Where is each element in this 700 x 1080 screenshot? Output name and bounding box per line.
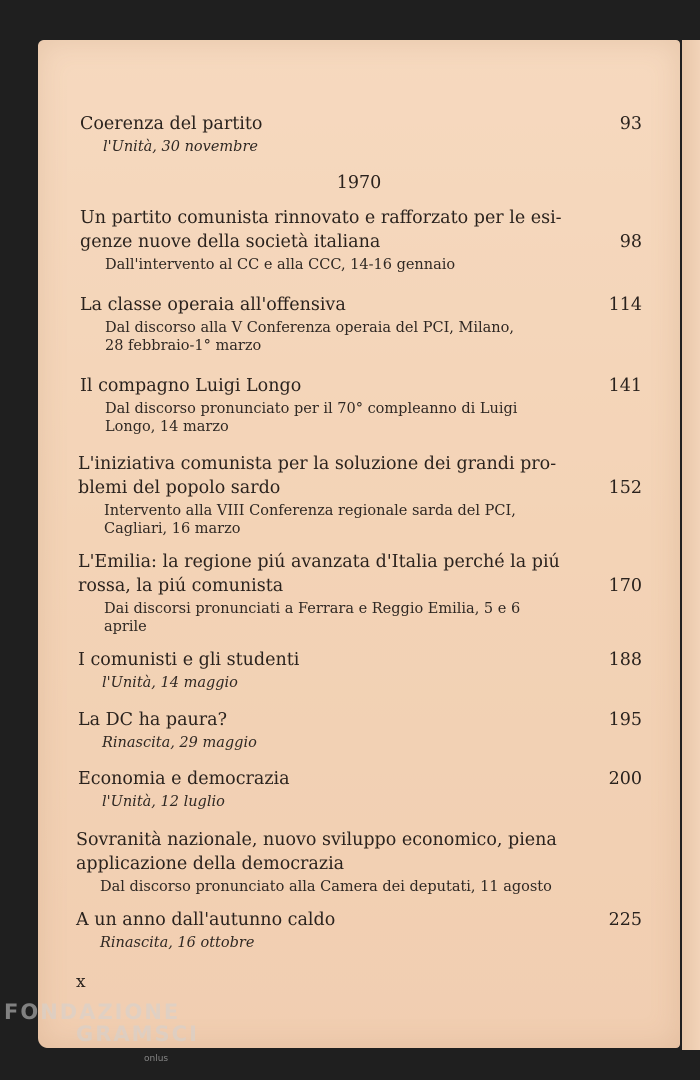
watermark-line2: GRAMSCI <box>76 1022 199 1046</box>
toc-entry-source: aprile <box>104 619 147 635</box>
toc-entry-source: 28 febbraio-1° marzo <box>105 338 262 354</box>
toc-entry-source: Intervento alla VIII Conferenza regionale sarda del PCI, <box>104 503 516 519</box>
toc-entry-title: blemi del popolo sardo <box>78 478 281 498</box>
toc-entry-page: 195 <box>608 710 642 730</box>
toc-entry-page: 188 <box>608 650 642 670</box>
toc-entry-source: l'Unità, 12 luglio <box>102 794 225 810</box>
toc-entry-page: 98 <box>619 232 642 252</box>
toc-entry-title: L'Emilia: la regione piú avanzata d'Italia perché la piú <box>78 552 560 572</box>
toc-entry-source: Dall'intervento al CC e alla CCC, 14-16 gennaio <box>105 257 456 273</box>
toc-entry-source: l'Unità, 14 maggio <box>102 675 238 691</box>
book-page <box>38 40 680 1048</box>
toc-entry-title: La DC ha paura? <box>78 710 227 730</box>
toc-entry-title: Sovranità nazionale, nuovo sviluppo economico, piena <box>76 830 557 850</box>
watermark-logo <box>4 1000 199 1064</box>
toc-entry-title: rossa, la piú comunista <box>78 576 284 596</box>
toc-entry-title: genze nuove della società italiana <box>80 232 381 252</box>
toc-entry-page: 152 <box>608 478 642 498</box>
toc-entry-source: Longo, 14 marzo <box>105 419 229 435</box>
toc-entry-title: Il compagno Luigi Longo <box>80 376 302 396</box>
toc-entry-source: Dai discorsi pronunciati a Ferrara e Reggio Emilia, 5 e 6 <box>104 601 521 617</box>
toc-entry-title: I comunisti e gli studenti <box>78 650 300 670</box>
toc-entry-title: A un anno dall'autunno caldo <box>76 910 336 930</box>
toc-entry-title: applicazione della democrazia <box>76 854 345 874</box>
toc-entry-page: 170 <box>608 576 642 596</box>
toc-entry-source: l'Unità, 30 novembre <box>103 139 258 155</box>
toc-entry-title: Economia e democrazia <box>78 769 290 789</box>
toc-entry-title: La classe operaia all'offensiva <box>80 295 346 315</box>
toc-entry-source: Cagliari, 16 marzo <box>104 521 241 537</box>
watermark-line1: FONDAZIONE <box>4 1000 181 1024</box>
toc-entry-title: Un partito comunista rinnovato e rafforzato per le esi- <box>80 208 562 228</box>
year-heading: 1970 <box>336 173 382 193</box>
page-number: x <box>76 972 87 992</box>
toc-entry-page: 200 <box>608 769 642 789</box>
toc-entry-title: L'iniziativa comunista per la soluzione dei grandi pro- <box>78 454 557 474</box>
toc-entry-source: Dal discorso alla V Conferenza operaia del PCI, Milano, <box>105 320 514 336</box>
toc-entry-page: 225 <box>608 910 642 930</box>
toc-entry-source: Rinascita, 16 ottobre <box>100 935 255 951</box>
toc-entry-page: 114 <box>608 295 642 315</box>
toc-entry-source: Dal discorso pronunciato alla Camera dei deputati, 11 agosto <box>100 879 552 895</box>
toc-entry-source: Dal discorso pronunciato per il 70° compleanno di Luigi <box>105 401 518 417</box>
toc-entry-page: 141 <box>608 376 642 396</box>
watermark-line3: onlus <box>144 1054 169 1064</box>
toc-entry-page: 93 <box>619 114 642 134</box>
toc-entry-source: Rinascita, 29 maggio <box>102 735 257 751</box>
next-page-edge <box>682 40 700 1050</box>
toc-entry-title: Coerenza del partito <box>80 114 263 134</box>
